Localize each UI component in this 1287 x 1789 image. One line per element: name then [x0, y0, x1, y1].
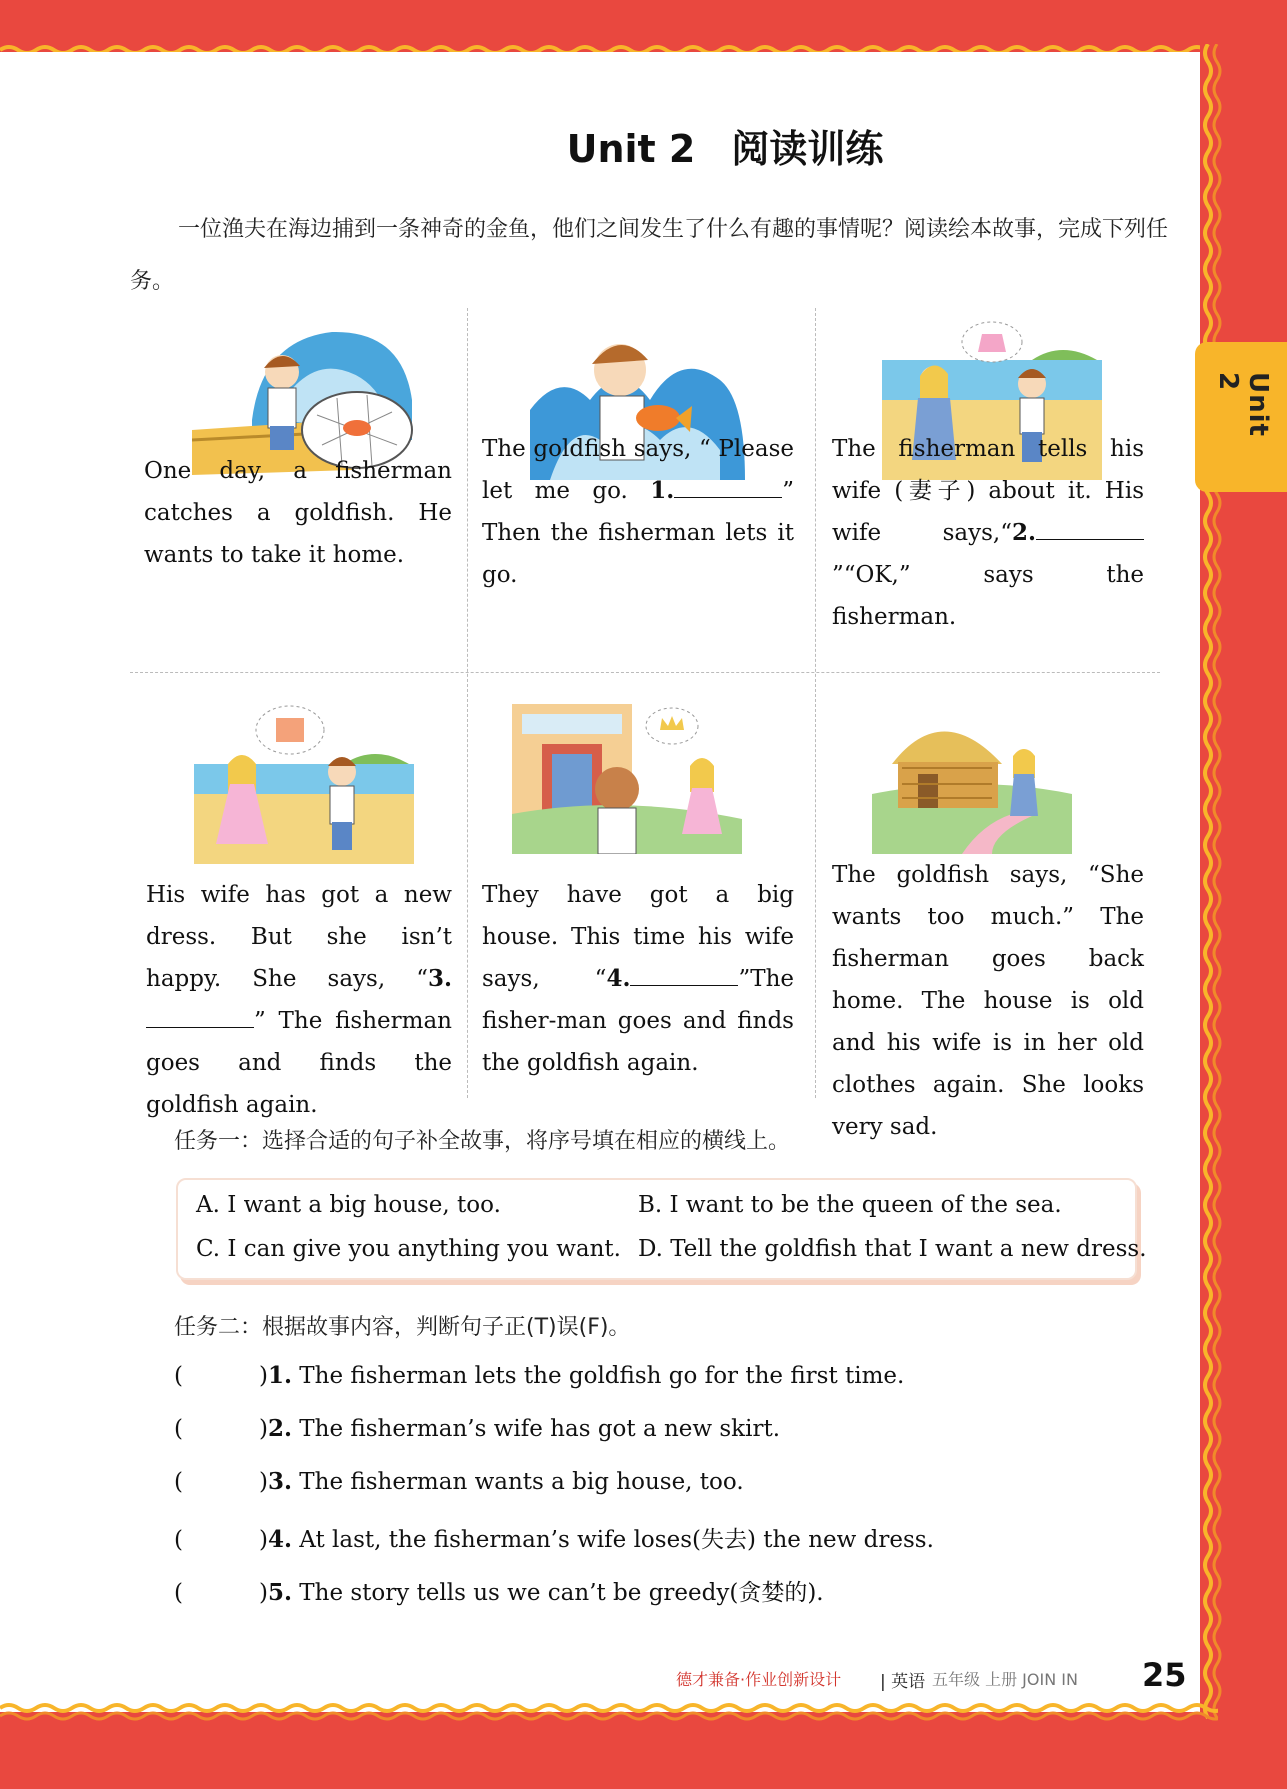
- task2-heading: 任务二：根据故事内容，判断句子正(T)误(F)。: [174, 1315, 631, 1340]
- footer-series: 德才兼备·作业创新设计: [676, 1670, 842, 1689]
- panel-4-text: His wife has got a new dress. But she isn’t happy. She says, “3.” The fisherman goes and finds the goldfish again.: [146, 882, 452, 1118]
- grid-divider: [130, 672, 1160, 673]
- wife-new-dress-illustration: [194, 704, 414, 864]
- option-d: D. Tell the goldfish that I want a new dress.: [638, 1236, 1147, 1262]
- panel-3-text: The fisherman tells his wife (妻子) about it. His wife says,“2.”“OK,” says the fisherman.: [832, 436, 1144, 630]
- judge-item-2: ( )2. The fisherman’s wife has got a new skirt.: [174, 1415, 781, 1442]
- judge-item-4: ( )4. At last, the fisherman’s wife loses(失去) the new dress.: [174, 1526, 934, 1553]
- footer-subject: | 英语: [880, 1672, 926, 1692]
- panel-2-text: The goldfish says, “ Please let me go. 1. ” Then the fisherman lets it go.: [482, 436, 794, 588]
- grid-divider: [815, 308, 816, 1098]
- footer-grade: 五年级 上册 JOIN IN: [932, 1670, 1078, 1689]
- intro-paragraph: 一位渔夫在海边捕到一条神奇的金鱼，他们之间发生了什么有趣的事情呢？阅读绘本故事，完成下列任务。: [130, 217, 1169, 294]
- title-text: 阅读训练: [731, 127, 884, 171]
- answer-blank-4[interactable]: [630, 959, 738, 986]
- option-c: C. I can give you anything you want.: [196, 1236, 621, 1262]
- options-box: [176, 1178, 1147, 1280]
- task1-heading: 任务一：选择合适的句子补全故事，将序号填在相应的横线上。: [174, 1129, 791, 1154]
- story-grid: [130, 308, 1160, 1140]
- answer-blank-3[interactable]: [146, 1001, 254, 1028]
- option-a: A. I want a big house, too.: [196, 1192, 501, 1218]
- side-tab-label: Unit 2: [1213, 372, 1273, 437]
- answer-blank-1[interactable]: [674, 471, 782, 498]
- judge-item-5: ( )5. The story tells us we can’t be greedy(贪婪的).: [174, 1579, 824, 1606]
- big-house-illustration: [512, 704, 742, 854]
- answer-blank-2[interactable]: [1036, 513, 1144, 540]
- panel-5-text: They have got a big house. This time his wife says, “4. ”The fisher-man goes and finds the goldfish again.: [482, 882, 794, 1076]
- page-number: 25: [1142, 1656, 1187, 1694]
- wavy-border-bottom: [0, 1700, 1218, 1722]
- option-b: B. I want to be the queen of the sea.: [638, 1192, 1062, 1218]
- title-unit: Unit 2: [566, 127, 696, 171]
- grid-divider: [467, 308, 468, 1098]
- unit-side-tab: [1195, 342, 1287, 492]
- judge-item-1: ( )1. The fisherman lets the goldfish go for the first time.: [174, 1362, 905, 1389]
- page-title: [0, 118, 1287, 173]
- panel-6-text: The goldfish says, “She wants too much.” The fisherman goes back home. The house is old and his wife is in her old clothes again. She looks very sad.: [832, 862, 1144, 1140]
- old-hut-illustration: [872, 704, 1072, 854]
- panel-1-text: One day, a fisherman catches a goldfish. He wants to take it home.: [144, 458, 452, 568]
- wavy-border-right: [1200, 44, 1234, 1722]
- judge-item-3: ( )3. The fisherman wants a big house, too.: [174, 1468, 744, 1495]
